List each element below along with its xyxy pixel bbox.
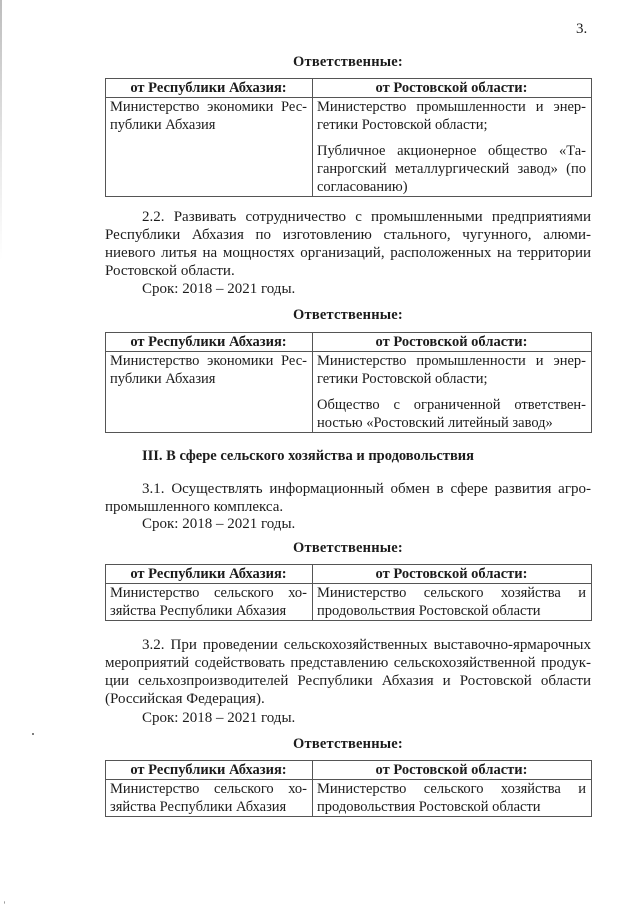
col-header-abkhazia: от Республики Абхазия: xyxy=(106,333,313,352)
item-3-2-term: Срок: 2018 – 2021 годы. xyxy=(142,710,296,726)
cell-rostov xyxy=(313,352,592,433)
rostov-entry-tmk: Публичное акционерное общество «Та- ганрогский металлургический завод» (по согласованию) xyxy=(317,143,586,195)
col-header-abkhazia: от Республики Абхазия: xyxy=(106,565,313,584)
col-header-abkhazia: от Республики Абхазия: xyxy=(106,761,313,780)
responsible-table-2 xyxy=(105,332,592,433)
responsible-heading-2: Ответственные: xyxy=(293,307,403,323)
item-3-1-term: Срок: 2018 – 2021 годы. xyxy=(142,516,296,532)
col-header-rostov: от Ростовской области: xyxy=(313,565,592,584)
responsible-heading-1: Ответственные: xyxy=(293,54,403,70)
cell-abkhazia: Министерство сельского хо- зяйства Республики Абхазия xyxy=(106,780,313,817)
page-number: 3. xyxy=(576,21,588,37)
rostov-entry-ministry: Министерство промышленности и энер- гетики Ростовской области; xyxy=(317,99,586,133)
item-2-2-text: 2.2. Развивать сотрудничество с промышленными предприятиями Республики Абхазия по изготовлению стального, чугунного, алюми- ниевого литья на мощностях организаций, расположенных на территории Ростовской области. xyxy=(105,209,591,279)
responsible-table-1 xyxy=(105,78,592,197)
cell-rostov xyxy=(313,98,592,197)
col-header-rostov: от Ростовской области: xyxy=(313,333,592,352)
responsible-table-3 xyxy=(105,564,592,621)
rostov-entry-foundry: Общество с ограниченной ответствен- ностью «Ростовский литейный завод» xyxy=(317,397,586,431)
responsible-heading-3: Ответственные: xyxy=(293,540,403,556)
responsible-heading-4: Ответственные: xyxy=(293,736,403,752)
cell-abkhazia: Министерство экономики Рес- публики Абхазия xyxy=(106,98,313,197)
col-header-abkhazia: от Республики Абхазия: xyxy=(106,79,313,98)
section-3-title: III. В сфере сельского хозяйства и продовольствия xyxy=(142,448,474,464)
scan-speck xyxy=(32,733,34,735)
cell-abkhazia: Министерство сельского хо- зяйства Республики Абхазия xyxy=(106,584,313,621)
responsible-table-4 xyxy=(105,760,592,817)
cell-rostov: Министерство сельского хозяйства и продовольствия Ростовской области xyxy=(313,584,592,621)
scan-edge xyxy=(0,0,2,260)
col-header-rostov: от Ростовской области: xyxy=(313,761,592,780)
item-3-2-text: 3.2. При проведении сельскохозяйственных выставочно-ярмарочных мероприятий содействовать представлению сельскохозяйственной продук- ции сельхозпроизводителей Республики Абхазия и Ростовской области (Российская Федерация). xyxy=(105,637,591,707)
col-header-rostov: от Ростовской области: xyxy=(313,79,592,98)
rostov-entry-ministry: Министерство промышленности и энер- гетики Ростовской области; xyxy=(317,353,586,387)
item-2-2-term: Срок: 2018 – 2021 годы. xyxy=(142,281,296,297)
cell-abkhazia: Министерство экономики Рес- публики Абхазия xyxy=(106,352,313,433)
cell-rostov: Министерство сельского хозяйства и продовольствия Ростовской области xyxy=(313,780,592,817)
scan-speck xyxy=(4,901,5,904)
item-3-1-text: 3.1. Осуществлять информационный обмен в сфере развития агро- промышленного комплекса. xyxy=(105,481,591,515)
